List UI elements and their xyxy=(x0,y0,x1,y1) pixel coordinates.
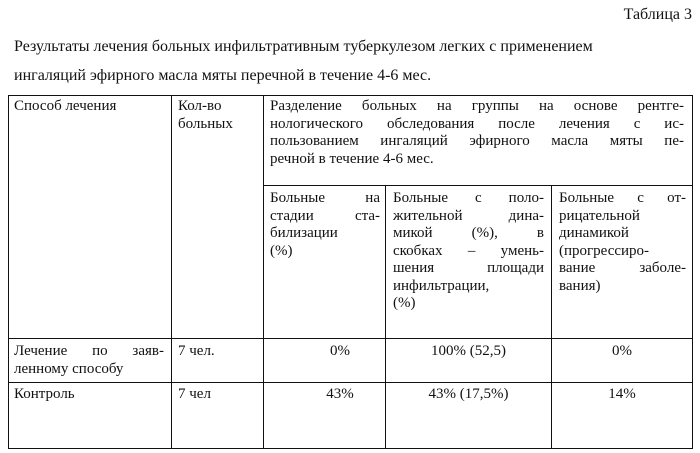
table-border-left xyxy=(8,95,9,449)
row-count: 7 чел xyxy=(178,386,211,402)
row-positive-value: 100% (52,5) xyxy=(431,343,506,359)
header-negative-dynamics xyxy=(559,190,686,295)
header-grouping-line: пользованием ингаляций эфирного масла мяты пе- xyxy=(270,133,684,149)
row-negative-value: 0% xyxy=(612,343,632,359)
column-divider-count xyxy=(263,95,264,449)
header-grouping-line: нологического обследования после лечения с ис- xyxy=(270,115,684,132)
header-stabilization-line: (%) xyxy=(270,242,293,259)
row-stabilization-value: 0% xyxy=(330,343,350,359)
header-positive-line: скобках – умень- xyxy=(393,242,544,259)
header-stabilization-line: Больные на xyxy=(270,190,380,206)
table-number-label: Таблица 3 xyxy=(623,6,692,23)
row-positive-value: 43% (17,5%) xyxy=(428,386,509,402)
header-grouping-line: речной в течение 4-6 мес. xyxy=(270,150,434,167)
header-subdivider xyxy=(263,185,693,186)
header-method: Способ лечения xyxy=(14,98,117,114)
header-positive-line: жительной дина- xyxy=(393,207,544,224)
row-count: 7 чел. xyxy=(178,343,215,359)
header-bottom-rule xyxy=(8,338,693,339)
table-row-control: Контроль xyxy=(14,386,75,402)
table-caption-line-1: Результаты лечения больных инфильтративным туберкулезом легких с применением xyxy=(14,38,593,55)
header-positive-dynamics xyxy=(393,190,544,313)
column-divider-positive xyxy=(551,185,552,449)
header-positive-line: Больные с поло- xyxy=(393,190,544,206)
header-grouping-line: Разделение больных на группы на основе рентге- xyxy=(270,98,684,114)
table-border-bottom xyxy=(8,448,693,449)
row-negative-value: 14% xyxy=(608,386,636,402)
table-caption-line-2: ингаляций эфирного масла мяты перечной в течение 4-6 мес. xyxy=(14,67,432,84)
header-negative-line: (прогрессиро- xyxy=(559,242,650,259)
header-negative-line: динамикой xyxy=(559,225,629,241)
header-positive-line: инфильтрации, xyxy=(393,277,490,294)
table-border-right xyxy=(692,95,693,449)
column-divider-method xyxy=(171,95,172,449)
header-negative-line: вание заболе- xyxy=(559,260,686,276)
row-method-line: ленному способу xyxy=(14,360,124,377)
header-stabilization xyxy=(270,190,380,260)
table-row-treatment-method xyxy=(14,343,164,378)
row-method-line: Лечение по заяв- xyxy=(14,343,164,359)
header-negative-line: рицательной xyxy=(559,207,640,224)
row-divider xyxy=(8,382,693,383)
header-stabilization-line: стадии ста- xyxy=(270,207,380,224)
header-negative-line: Больные с от- xyxy=(559,190,686,206)
header-positive-line: микой (%), в xyxy=(393,225,544,241)
row-stabilization-value: 43% xyxy=(326,386,354,402)
header-grouping xyxy=(270,98,684,168)
header-positive-line: шения площади xyxy=(393,260,544,276)
results-table xyxy=(8,95,693,449)
header-count: Кол-во больных xyxy=(178,98,233,132)
column-divider-stabilization xyxy=(385,185,386,449)
table-border-top xyxy=(8,95,693,96)
header-negative-line: вания) xyxy=(559,277,601,294)
header-stabilization-line: билизации xyxy=(270,225,338,241)
header-positive-line: (%) xyxy=(393,295,416,311)
